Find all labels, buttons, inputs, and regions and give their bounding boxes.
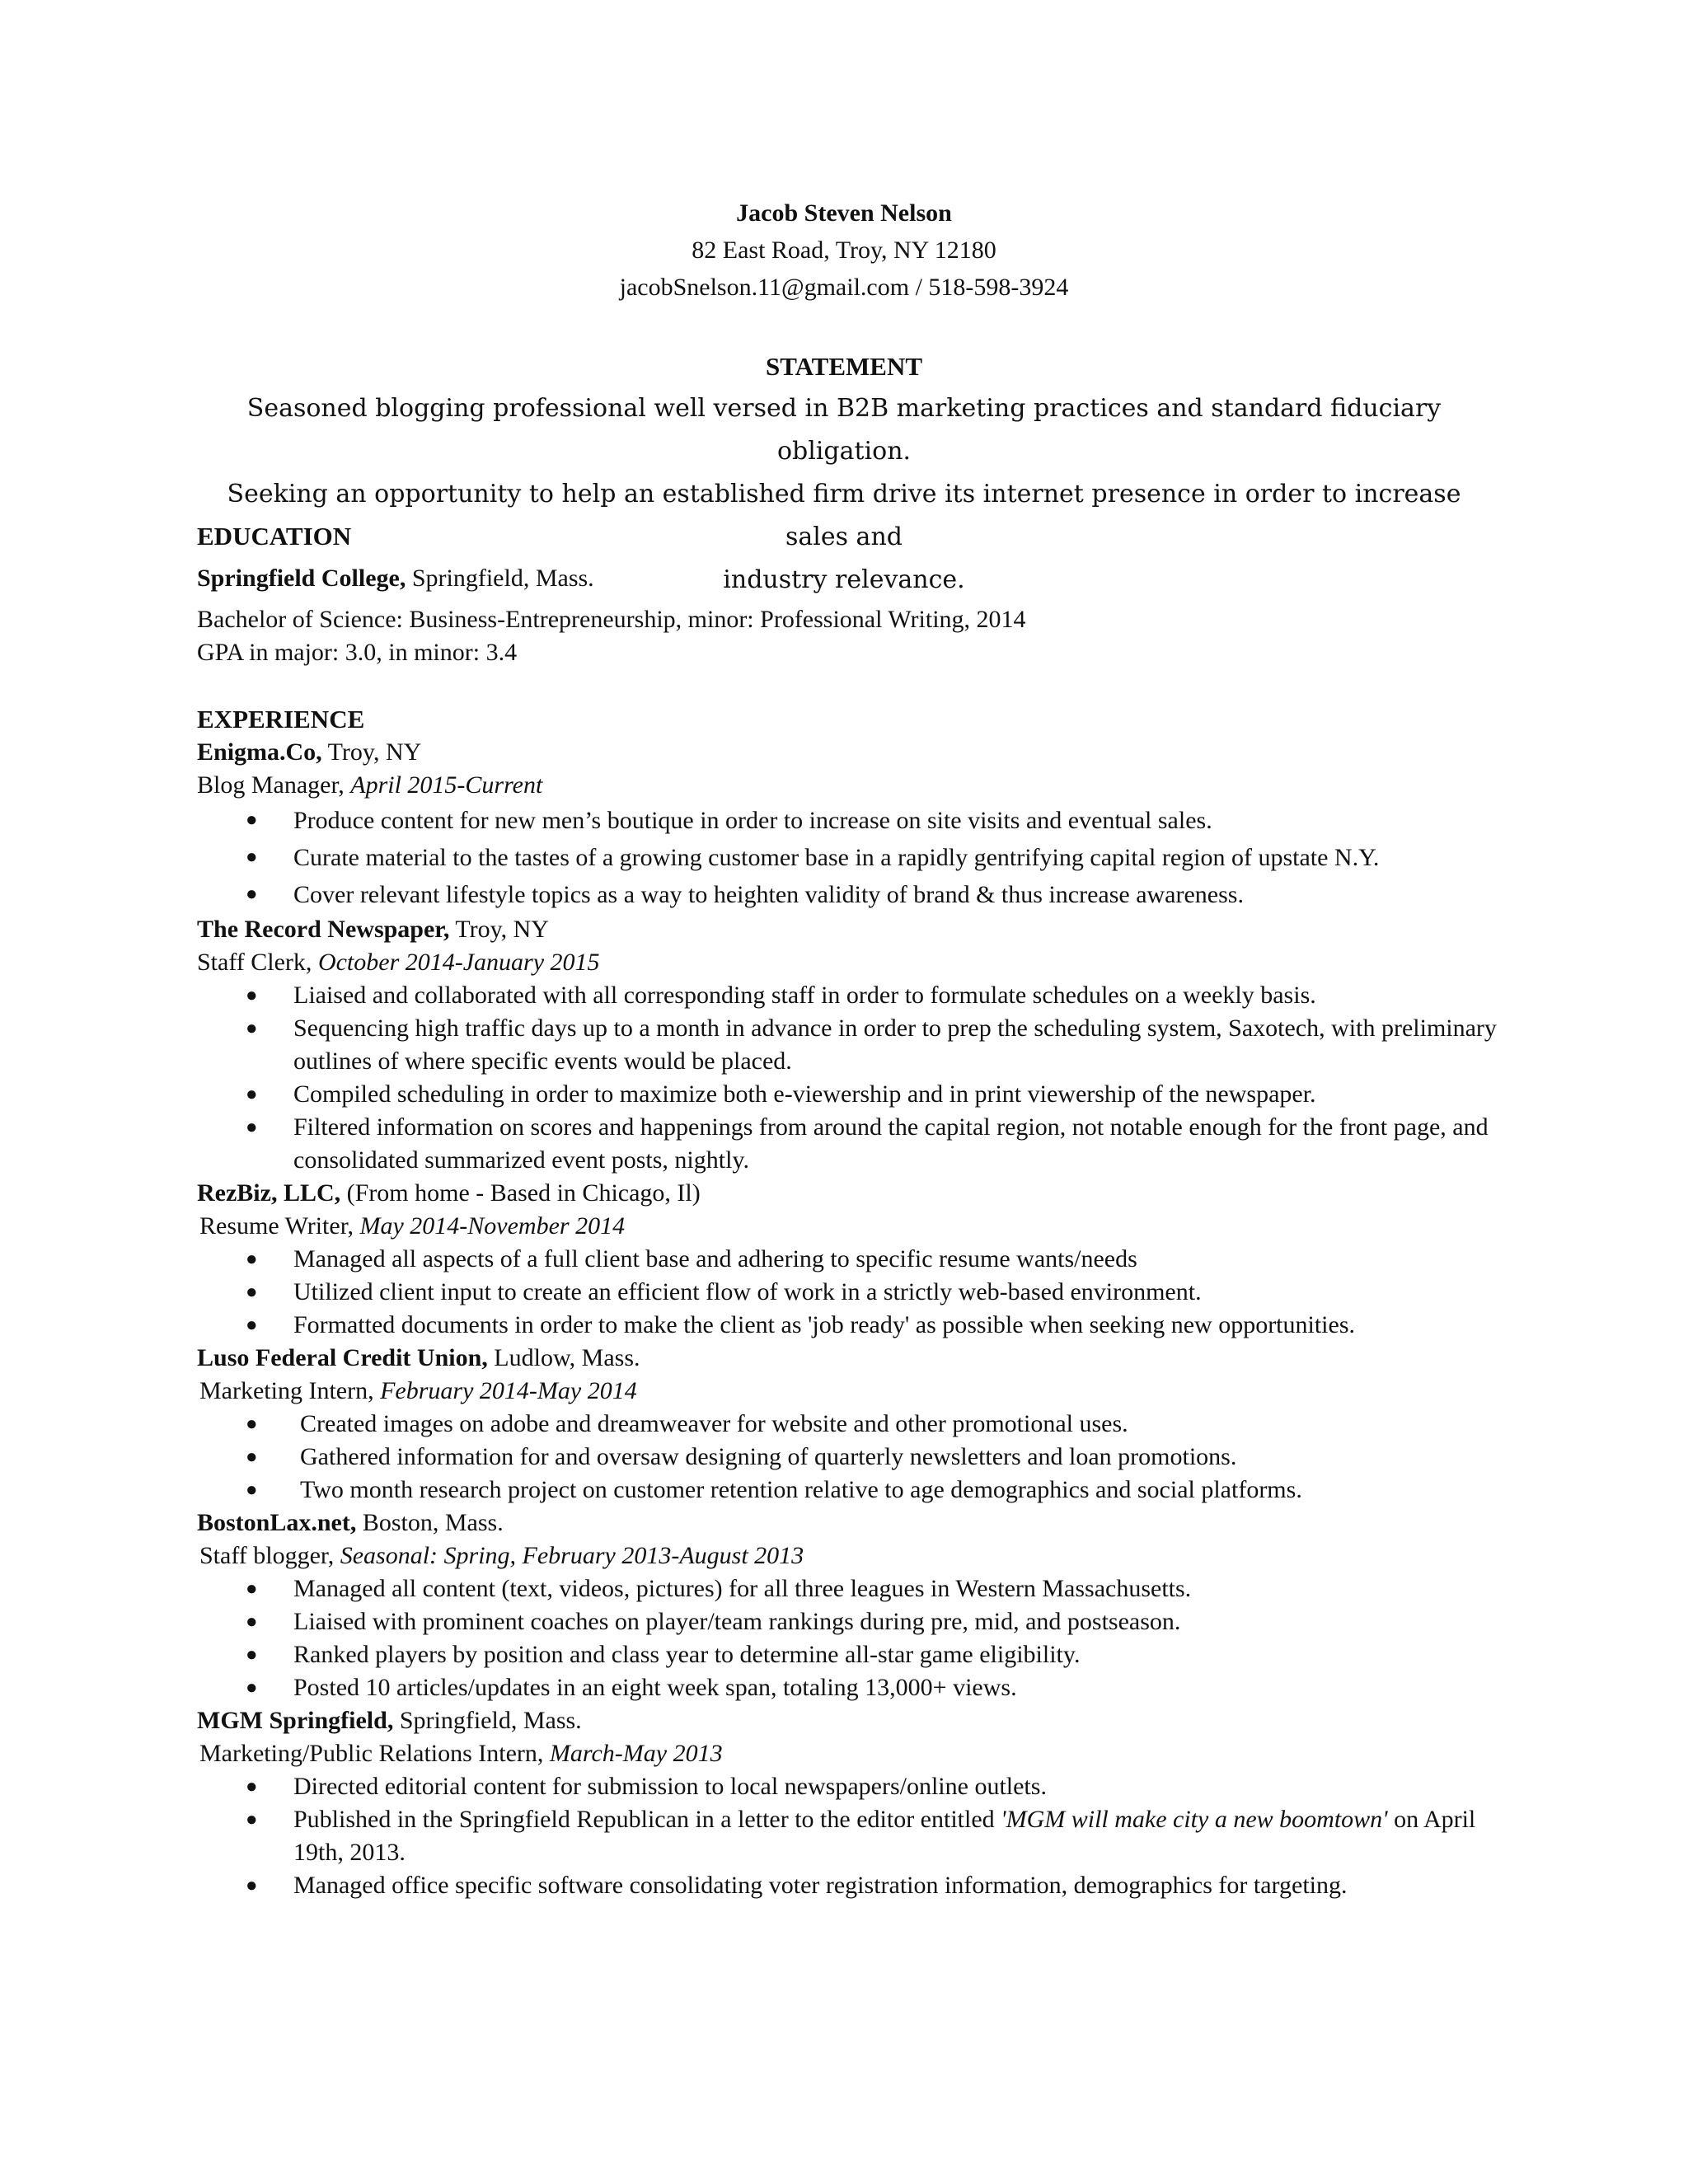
list-item [197, 1408, 1516, 1441]
bullet-text: Posted 10 articles/updates in an eight week span, totaling 13,000+ views. [293, 1674, 1017, 1701]
company-name: Enigma.Co, [197, 738, 322, 766]
list-item [197, 839, 1516, 876]
statement-heading: STATEMENT [765, 352, 923, 381]
bullet-icon: ● [246, 1282, 258, 1303]
list-item [197, 979, 1516, 1012]
list-item [197, 802, 1516, 839]
company-name: BostonLax.net, [197, 1509, 357, 1536]
experience-section [197, 703, 1516, 1902]
job-bullets [197, 1770, 1516, 1902]
bullet-icon: ● [246, 1413, 258, 1435]
list-item [197, 1572, 1516, 1605]
job-dates: October 2014-January 2015 [317, 949, 600, 976]
list-item [197, 1111, 1516, 1177]
bullet-text: Directed editorial content for submission to local newspapers/online outlets. [293, 1773, 1047, 1800]
education-school-line [197, 562, 1516, 595]
letter-title: 'MGM will make city a new boomtown' [1001, 1806, 1388, 1833]
address: 82 East Road, Troy, NY 12180 [692, 237, 996, 264]
bullet-text: Liaised with prominent coaches on player/team rankings during pre, mid, and postseason. [293, 1608, 1181, 1635]
statement-line: Seeking an opportunity to help an established firm drive its internet presence in order to increase sales and [227, 480, 1461, 551]
bullet-icon: ● [246, 1677, 258, 1699]
bullet-icon: ● [246, 1249, 258, 1270]
bullet-text: Compiled scheduling in order to maximize both e-viewership and in print viewership of the newspaper. [293, 1080, 1316, 1108]
gpa: GPA in major: 3.0, in minor: 3.4 [197, 639, 518, 666]
list-item [197, 1441, 1516, 1474]
list-item [197, 1638, 1516, 1671]
job-dates: May 2014-November 2014 [359, 1212, 626, 1240]
bullet-icon: ● [246, 1084, 258, 1105]
company-location: Troy, NY [449, 916, 549, 943]
company-name: Luso Federal Credit Union, [197, 1344, 488, 1371]
bullet-icon: ● [246, 1315, 258, 1336]
list-item [197, 1671, 1516, 1704]
job-bullets [197, 979, 1516, 1177]
bullet-icon: ● [246, 985, 258, 1006]
company-location: Troy, NY [321, 738, 422, 766]
bullet-icon: ● [246, 1644, 258, 1666]
job-entry [197, 1507, 1516, 1704]
job-role: Marketing/Public Relations Intern, [199, 1740, 550, 1767]
job-dates: March-May 2013 [549, 1740, 723, 1767]
list-item [197, 876, 1516, 913]
bullet-text: Produce content for new men’s boutique in order to increase on site visits and eventual sales. [293, 807, 1212, 834]
company-name: MGM Springfield, [197, 1707, 394, 1734]
company-location: Springfield, Mass. [393, 1707, 582, 1734]
bullet-text: Managed all aspects of a full client base and adhering to specific resume wants/needs [293, 1245, 1137, 1272]
list-item [197, 1474, 1516, 1507]
list-item [197, 1276, 1516, 1309]
bullet-text: Managed office specific software consolidating voter registration information, demographics for targeting. [293, 1872, 1348, 1899]
list-item [197, 1869, 1516, 1902]
experience-heading: EXPERIENCE [197, 705, 365, 733]
job-dates: Seasonal: Spring, February 2013-August 2013 [340, 1542, 804, 1569]
school-name: Springfield College, [197, 565, 406, 592]
bullet-text: Sequencing high traffic days up to a month in advance in order to prep the scheduling system, Saxotech, with preliminary outlines of where specific events would be placed. [293, 1015, 1497, 1075]
bullet-icon: ● [246, 1018, 258, 1039]
bullet-icon: ● [246, 1446, 258, 1468]
job-bullets [197, 1572, 1516, 1704]
bullet-text: Gathered information for and oversaw designing of quarterly newsletters and loan promotions. [300, 1443, 1237, 1470]
bullet-text: Liaised and collaborated with all corresponding staff in order to formulate schedules on a weekly basis. [293, 982, 1316, 1009]
bullet-text: Curate material to the tastes of a growing customer base in a rapidly gentrifying capital region of upstate N.Y. [293, 844, 1380, 871]
bullet-icon: ● [246, 1117, 258, 1138]
company-name: RezBiz, LLC, [197, 1179, 341, 1207]
candidate-name: Jacob Steven Nelson [736, 199, 952, 227]
job-entry [197, 1704, 1516, 1902]
bullet-text: Cover relevant lifestyle topics as a way to heighten validity of brand & thus increase awareness. [293, 881, 1244, 908]
list-item [197, 1605, 1516, 1638]
list-item [197, 1770, 1516, 1803]
contact-info: jacobSnelson.11@gmail.com / 518-598-3924 [619, 274, 1069, 301]
bullet-text: Two month research project on customer retention relative to age demographics and social platforms. [300, 1476, 1302, 1503]
company-name: The Record Newspaper, [197, 916, 450, 943]
job-dates: April 2015-Current [350, 771, 543, 799]
job-role: Marketing Intern, [199, 1377, 381, 1404]
job-entry [197, 1177, 1516, 1342]
bullet-icon: ● [246, 1479, 258, 1501]
bullet-icon: ● [246, 809, 258, 831]
job-dates: February 2014-May 2014 [380, 1377, 637, 1404]
bullet-text: Ranked players by position and class year to determine all-star game eligibility. [293, 1641, 1081, 1668]
education-section [197, 519, 1516, 669]
bullet-text: on April 19th, 2013. [293, 1806, 1476, 1866]
list-item [197, 1243, 1516, 1276]
list-item [197, 1012, 1516, 1078]
education-heading: EDUCATION [197, 522, 352, 551]
school-location: Springfield, Mass. [406, 565, 594, 592]
list-item [197, 1803, 1516, 1869]
bullet-icon: ● [246, 1611, 258, 1633]
job-bullets [197, 802, 1516, 913]
bullet-icon: ● [246, 1578, 258, 1600]
job-role: Resume Writer, [199, 1212, 360, 1240]
job-role: Staff Clerk, [197, 949, 318, 976]
company-location: (From home - Based in Chicago, Il) [340, 1179, 701, 1207]
bullet-icon: ● [246, 1809, 258, 1830]
list-item [197, 1309, 1516, 1342]
bullet-text: Utilized client input to create an efficient flow of work in a strictly web-based environment. [293, 1278, 1202, 1305]
statement-line: Seasoned blogging professional well versed in B2B marketing practices and standard fiduciary obligation. [246, 394, 1442, 466]
bullet-text: Created images on adobe and dreamweaver for website and other promotional uses. [300, 1410, 1128, 1437]
bullet-icon: ● [246, 1875, 258, 1896]
job-entry [197, 736, 1516, 913]
bullet-text: Formatted documents in order to make the client as 'job ready' as possible when seeking new opportunities. [293, 1311, 1356, 1338]
company-location: Boston, Mass. [356, 1509, 504, 1536]
bullet-icon: ● [246, 846, 258, 868]
bullet-text: Managed all content (text, videos, pictures) for all three leagues in Western Massachusetts. [293, 1575, 1192, 1602]
statement-line: industry relevance. [723, 565, 965, 594]
job-entry [197, 1342, 1516, 1507]
header [0, 194, 1688, 306]
job-role: Staff blogger, [199, 1542, 340, 1569]
bullet-text: Published in the Springfield Republican in a letter to the editor entitled [293, 1806, 1001, 1833]
bullet-icon: ● [246, 1776, 258, 1797]
job-entry [197, 913, 1516, 1177]
bullet-text: Filtered information on scores and happenings from around the capital region, not notable enough for the front page, and consolidated summarized event posts, nightly. [293, 1113, 1489, 1174]
job-role: Blog Manager, [197, 771, 351, 799]
job-bullets [197, 1243, 1516, 1342]
job-bullets [197, 1408, 1516, 1507]
list-item [197, 1078, 1516, 1111]
bullet-icon: ● [246, 883, 258, 905]
company-location: Ludlow, Mass. [487, 1344, 640, 1371]
degree: Bachelor of Science: Business-Entrepreneurship, minor: Professional Writing, 2014 [197, 606, 1026, 633]
